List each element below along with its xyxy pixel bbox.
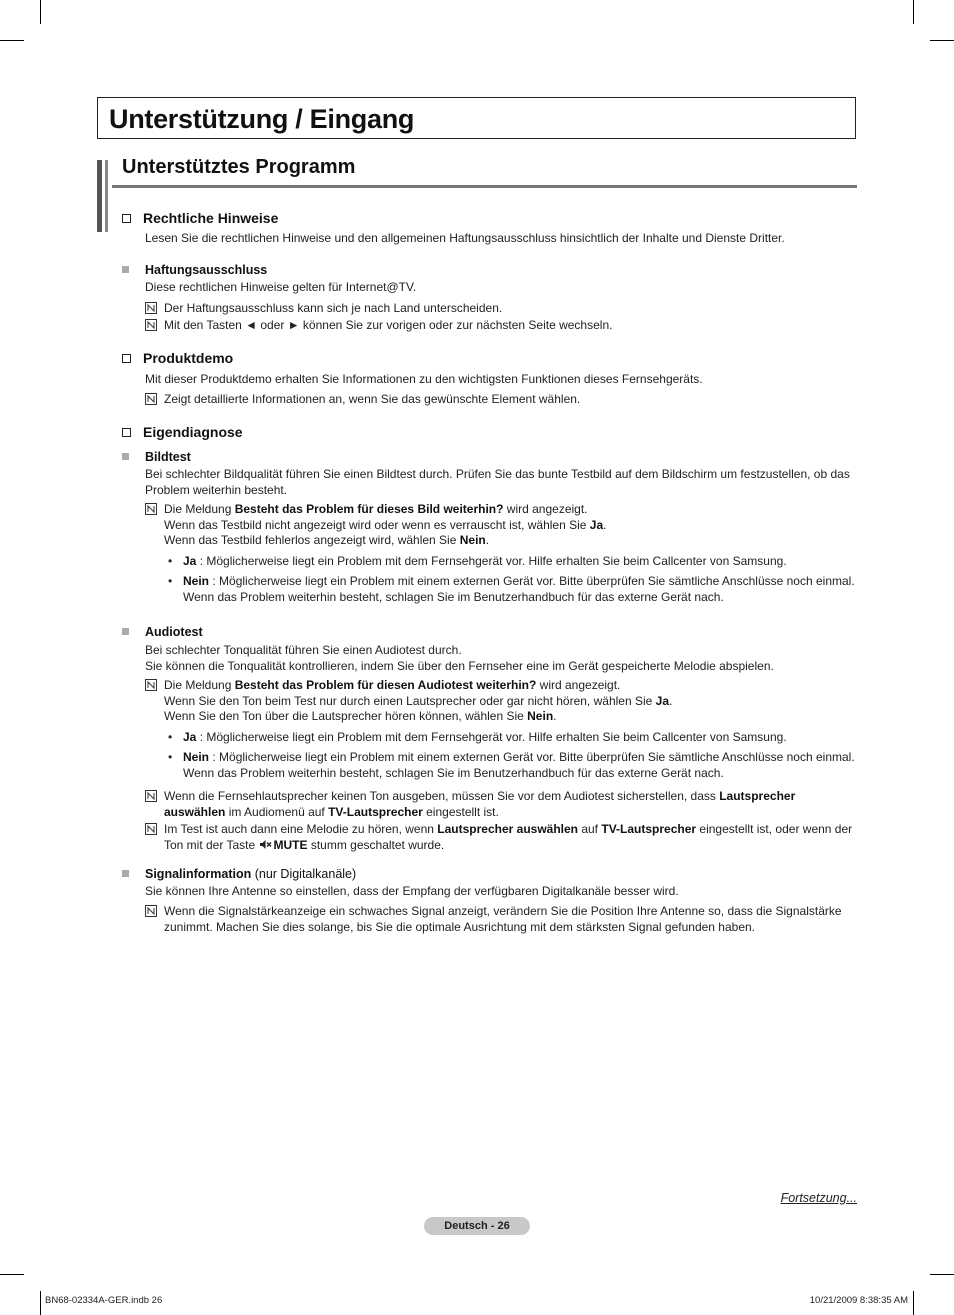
crop-mark (0, 40, 24, 41)
list-item: • Ja : Möglicherweise liegt ein Problem mit dem Fernsehgerät vor. Hilfe erhalten Sie beim Callcenter von Samsung. (168, 730, 787, 744)
heading-disclaimer: Haftungsausschluss (122, 263, 267, 277)
audio-test-text: Bei schlechter Tonqualität führen Sie einen Audiotest durch. Sie können die Tonqualität kontrollieren, indem Sie über den Fernseher eine im Gerät gespeicherte Melodie abspielen. (145, 643, 774, 673)
continued-label: Fortsetzung... (780, 1191, 857, 1205)
note: Die Meldung Besteht das Problem für diesen Audiotest weiterhin? wird angezeigt. Wenn Sie den Ton beim Test nur durch einen Lautsprecher oder gar nicht hören, wählen Sie Ja. Wenn Sie den Ton über die Lautsprecher hören können, wählen Sie Nein. (145, 678, 857, 725)
list-item: • Nein : Möglicherweise liegt ein Problem mit einem externen Gerät vor. Bitte überprüfen Sie sämtliche Anschlüsse noch einmal. Wenn das Problem weiterhin besteht, schlagen Sie im Benutzerhandbuch für das externe Gerät nach. (168, 750, 855, 780)
list-item: • Ja : Möglicherweise liegt ein Problem mit dem Fernsehgerät vor. Hilfe erhalten Sie beim Callcenter von Samsung. (168, 554, 787, 568)
note-icon (145, 302, 157, 314)
section-bar (105, 160, 108, 232)
crop-mark (930, 1274, 954, 1275)
bullet-dot-icon: • (168, 554, 173, 568)
note: Wenn die Signalstärkeanzeige ein schwaches Signal anzeigt, verändern Sie die Position Ihre Antenne so, dass die Signalstärke zunimmt. Machen Sie dies solange, bis Sie die optimale Ausrichtung mit dem stärksten Signal gefunden haben. (145, 904, 857, 935)
crop-mark (913, 0, 914, 24)
note-icon (145, 503, 157, 515)
signal-info-text: Sie können Ihre Antenne so einstellen, dass der Empfang der verfügbaren Digitalkanäle besser wird. (145, 884, 679, 898)
list-item: • Nein : Möglicherweise liegt ein Problem mit einem externen Gerät vor. Bitte überprüfen Sie sämtliche Anschlüsse noch einmal. Wenn das Problem weiterhin besteht, schlagen Sie im Benutzerhandbuch für das externe Gerät nach. (168, 574, 855, 604)
note: Die Meldung Besteht das Problem für dieses Bild weiterhin? wird angezeigt. Wenn das Testbild nicht angezeigt wird oder wenn es verrauscht ist, wählen Sie Ja. Wenn das Testbild fehlerlos angezeigt wird, wählen Sie Nein. (145, 502, 857, 549)
demo-text: Mit dieser Produktdemo erhalten Sie Informationen zu den wichtigsten Funktionen dieses Fernsehgeräts. (145, 372, 703, 386)
bullet-dot-icon: • (168, 574, 173, 588)
square-bullet-icon (122, 870, 129, 877)
heading-picture-test: Bildtest (122, 450, 191, 464)
crop-mark (930, 40, 954, 41)
crop-mark (40, 0, 41, 24)
note-icon (145, 790, 157, 802)
crop-mark (913, 1291, 914, 1315)
heading-signal-info: Signalinformation (nur Digitalkanäle) (122, 867, 356, 881)
note: Zeigt detaillierte Informationen an, wenn Sie das gewünschte Element wählen. (145, 392, 857, 408)
footer-file: BN68-02334A-GER.indb 26 (45, 1295, 163, 1306)
heading-audio-test: Audiotest (122, 625, 203, 639)
crop-mark (40, 1291, 41, 1315)
section-title: Unterstütztes Programm (122, 156, 356, 178)
note: Wenn die Fernsehlautsprecher keinen Ton ausgeben, müssen Sie vor dem Audiotest sicherstellen, dass Lautsprecher auswählen im Audiomenü auf TV-Lautsprecher eingestellt ist. (145, 789, 857, 820)
heading-legal: Rechtliche Hinweise (122, 210, 278, 226)
picture-test-text: Bei schlechter Bildqualität führen Sie einen Bildtest durch. Prüfen Sie das bunte Testbild auf dem Bildschirm um festzustellen, ob das Problem weiterhin besteht. (145, 467, 850, 497)
page-title: Unterstützung / Eingang (109, 104, 415, 134)
checkbox-square-icon (122, 214, 131, 223)
disclaimer-text: Diese rechtlichen Hinweise gelten für Internet@TV. (145, 280, 417, 294)
square-bullet-icon (122, 453, 129, 460)
heading-diag: Eigendiagnose (122, 424, 243, 440)
footer-timestamp: 10/21/2009 8:38:35 AM (809, 1295, 908, 1306)
note-icon (145, 319, 157, 331)
note-icon (145, 823, 157, 835)
section-bar (97, 160, 102, 232)
heading-demo: Produktdemo (122, 350, 233, 366)
mute-icon (259, 839, 272, 850)
note: Der Haftungsausschluss kann sich je nach Land unterscheiden. (145, 301, 857, 317)
note-icon (145, 905, 157, 917)
bullet-dot-icon: • (168, 750, 173, 764)
note-icon (145, 393, 157, 405)
legal-text: Lesen Sie die rechtlichen Hinweise und den allgemeinen Haftungsausschluss hinsichtlich der Inhalte und Dienste Dritter. (145, 231, 785, 245)
note: Im Test ist auch dann eine Melodie zu hören, wenn Lautsprecher auswählen auf TV-Lautsprecher eingestellt ist, oder wenn der Ton mit der Taste MUTE stumm geschaltet wurde. (145, 822, 857, 853)
checkbox-square-icon (122, 428, 131, 437)
page-number-badge: Deutsch - 26 (424, 1217, 530, 1235)
square-bullet-icon (122, 628, 129, 635)
square-bullet-icon (122, 266, 129, 273)
note-icon (145, 679, 157, 691)
note: Mit den Tasten ◄ oder ► können Sie zur vorigen oder zur nächsten Seite wechseln. (145, 318, 857, 334)
bullet-dot-icon: • (168, 730, 173, 744)
checkbox-square-icon (122, 354, 131, 363)
crop-mark (0, 1274, 24, 1275)
page-title-box (97, 97, 856, 139)
section-rule (112, 185, 857, 188)
